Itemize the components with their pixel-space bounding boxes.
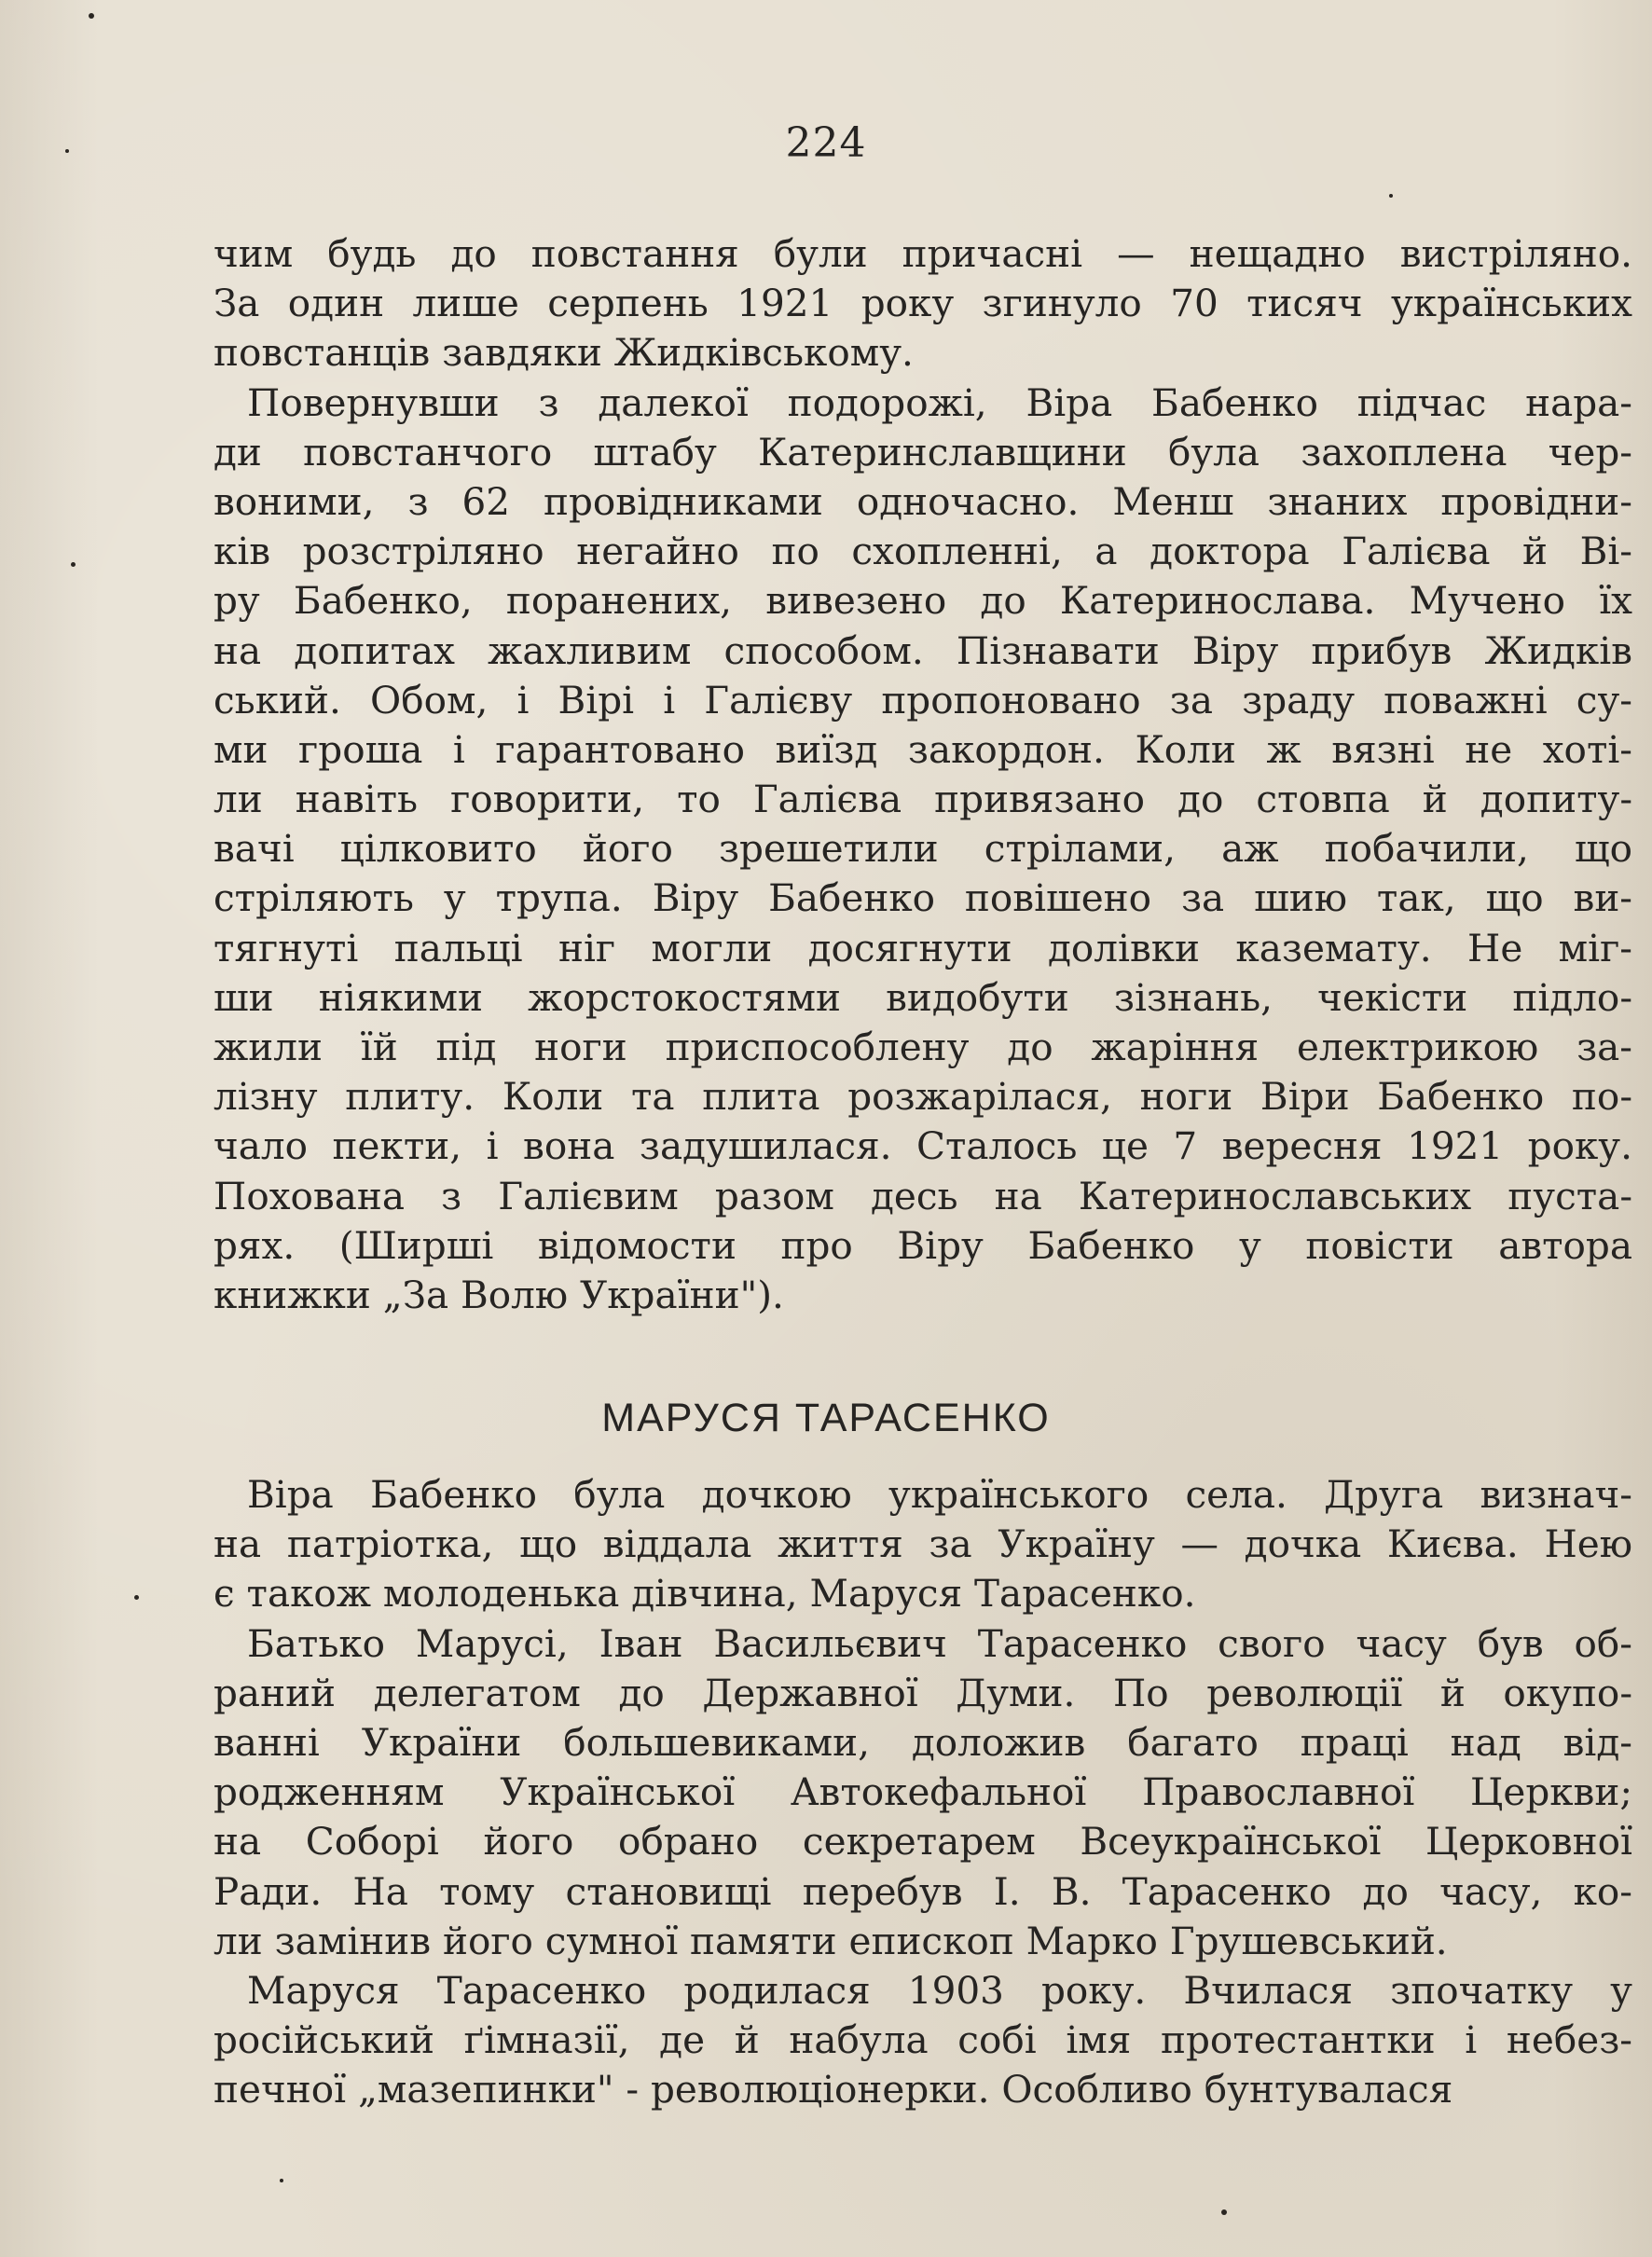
- text-line: рях. (Ширші відомости про Віру Бабенко у повісти автора: [213, 1222, 1632, 1268]
- text-line: тягнуті пальці ніг могли досягнути долівки каземату. Не міг-: [213, 925, 1632, 970]
- text-line: книжки „За Волю України").: [213, 1272, 784, 1317]
- section-heading: МАРУСЯ ТАРАСЕНКО: [601, 1396, 1051, 1440]
- text-line: жили їй під ноги приспособлену до жаріння електрикою за-: [213, 1025, 1632, 1069]
- scan-speck: [280, 2179, 283, 2182]
- scan-speck: [1389, 194, 1393, 198]
- text-line: є також молоденька дівчина, Маруся Тарасенко.: [213, 1571, 1196, 1617]
- text-line: на патріотка, що віддала життя за Україну — дочка Києва. Нею: [213, 1521, 1632, 1567]
- paragraph-block-vira-babenko: [213, 229, 1632, 1320]
- text-line: Ради. На тому становищі перебув І. В. Тарасенко до часу, ко-: [213, 1868, 1632, 1914]
- text-line: ванні України большевиками, доложив багато праці над від-: [213, 1719, 1632, 1765]
- text-line: ру Бабенко, поранених, вивезено до Катеринослава. Мучено їх: [213, 578, 1632, 624]
- text-line: За один лише серпень 1921 року згинуло 70 тисяч українських: [213, 281, 1632, 326]
- text-line: на Соборі його обрано секретарем Всеукраїнської Церковної: [213, 1819, 1632, 1865]
- text-line: повстанців завдяки Жидківському.: [213, 330, 914, 376]
- text-line: воними, з 62 провідниками одночасно. Менш знаних провідни-: [213, 478, 1632, 524]
- text-line: Повернувши з далекої подорожі, Віра Бабенко підчас нара-: [247, 379, 1632, 425]
- text-line: ми гроша і гарантовано виїзд закордон. Коли ж вязні не хоті-: [213, 726, 1632, 772]
- scan-speck: [1221, 2209, 1227, 2215]
- text-line: Похована з Галієвим разом десь на Катеринославських пуста-: [213, 1173, 1632, 1218]
- text-line: ли замінив його сумної памяти епископ Марко Грушевський.: [213, 1918, 1448, 1963]
- text-line: раний делегатом до Державної Думи. По революції й окупо-: [213, 1670, 1632, 1715]
- text-line: Батько Марусі, Іван Васильєвич Тарасенко свого часу був об-: [247, 1620, 1632, 1666]
- text-line: вачі цілковито його зрешетили стрілами, аж побачили, що: [213, 826, 1632, 872]
- text-line: ли навіть говорити, то Галієва привязано до стовпа й допиту-: [213, 777, 1632, 822]
- text-line: ши ніякими жорстокостями видобути зізнань, чекісти підло-: [213, 974, 1632, 1020]
- text-line: чим будь до повстання були причасні — нещадно вистріляно.: [213, 231, 1632, 276]
- text-line: родженням Української Автокефальної Православної Церкви;: [213, 1769, 1632, 1815]
- text-line: лізну плиту. Коли та плита розжарілася, ноги Віри Бабенко по-: [213, 1074, 1632, 1120]
- text-line: стріляють у трупа. Віру Бабенко повішено за шию так, що ви-: [213, 875, 1632, 921]
- paragraph-block-marusia-tarasenko: [213, 1470, 1632, 2114]
- text-line: печної „мазепинки" - революціонерки. Особливо бунтувалася: [213, 2067, 1453, 2112]
- text-line: ський. Обом, і Вірі і Галієву пропоновано за зраду поважні су-: [213, 677, 1632, 723]
- text-line: на допитах жахливим способом. Пізнавати Віру прибув Жидків: [213, 627, 1632, 673]
- scan-speck: [71, 562, 76, 567]
- text-line: Віра Бабенко була дочкою українського села. Друга визнач-: [247, 1472, 1632, 1517]
- scan-speck: [134, 1595, 139, 1600]
- page-number: 224: [785, 119, 867, 167]
- text-line: російський ґімназії, де й набула собі імя протестантки і небез-: [213, 2017, 1632, 2063]
- text-line: чало пекти, і вона задушилася. Сталось це 7 вересня 1921 року.: [213, 1123, 1632, 1169]
- scan-speck: [89, 13, 94, 19]
- text-line: ди повстанчого штабу Катеринславщини була захоплена чер-: [213, 429, 1632, 475]
- text-line: Маруся Тарасенко родилася 1903 року. Вчилася зпочатку у: [247, 1967, 1632, 2013]
- text-line: ків розстріляно негайно по схопленні, а доктора Галієва й Ві-: [213, 529, 1632, 574]
